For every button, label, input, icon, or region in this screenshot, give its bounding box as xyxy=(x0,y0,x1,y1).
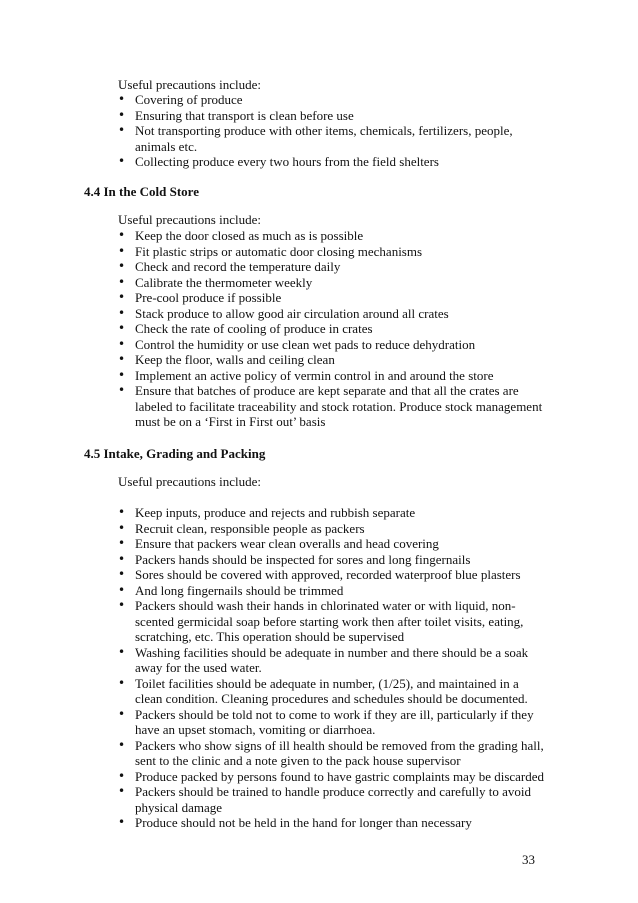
list-item: • Pre-cool produce if possible xyxy=(118,290,548,306)
list-item: • Produce should not be held in the hand for longer than necessary xyxy=(118,815,548,831)
list-item: • Calibrate the thermometer weekly xyxy=(118,275,548,291)
list-item: • Stack produce to allow good air circulation around all crates xyxy=(118,306,548,322)
list-item: • Packers should be trained to handle produce correctly and carefully to avoid physical damage xyxy=(118,784,548,815)
list-item: • Not transporting produce with other items, chemicals, fertilizers, people, animals etc. xyxy=(118,123,548,154)
list-item: • Toilet facilities should be adequate in number, (1/25), and maintained in a clean condition. Cleaning procedures and schedules should be documented. xyxy=(118,676,548,707)
list-item: • Packers hands should be inspected for sores and long fingernails xyxy=(118,552,548,568)
list-item: • Produce packed by persons found to have gastric complaints may be discarded xyxy=(118,769,548,785)
list-item: • Packers should wash their hands in chlorinated water or with liquid, non-scented germicidal soap before starting work then after toilet visits, eating, scratching, etc. This operation should be supervised xyxy=(118,598,548,645)
list-item: • And long fingernails should be trimmed xyxy=(118,583,548,599)
transport-intro: Useful precautions include: xyxy=(118,77,261,92)
list-item: • Check and record the temperature daily xyxy=(118,259,548,275)
list-item: • Ensure that batches of produce are kept separate and that all the crates are labeled to facilitate traceability and stock rotation. Produce stock management must be on a ‘First in First out’ basis xyxy=(118,383,548,430)
list-item: • Control the humidity or use clean wet pads to reduce dehydration xyxy=(118,337,548,353)
cold-store-list xyxy=(118,228,548,430)
section-heading-packing: 4.5 Intake, Grading and Packing xyxy=(84,446,266,461)
list-item: • Implement an active policy of vermin control in and around the store xyxy=(118,368,548,384)
list-item: • Packers who show signs of ill health should be removed from the grading hall, sent to the clinic and a note given to the pack house supervisor xyxy=(118,738,548,769)
list-item: • Keep inputs, produce and rejects and rubbish separate xyxy=(118,505,548,521)
list-item: • Packers should be told not to come to work if they are ill, particularly if they have an upset stomach, vomiting or diarrhoea. xyxy=(118,707,548,738)
list-item: • Recruit clean, responsible people as packers xyxy=(118,521,548,537)
list-item: • Covering of produce xyxy=(118,92,548,108)
transport-list xyxy=(118,92,548,170)
list-item: • Keep the door closed as much as is possible xyxy=(118,228,548,244)
list-item: • Washing facilities should be adequate in number and there should be a soak away for the used water. xyxy=(118,645,548,676)
list-item: • Keep the floor, walls and ceiling clean xyxy=(118,352,548,368)
packing-list xyxy=(118,505,548,831)
list-item: • Sores should be covered with approved, recorded waterproof blue plasters xyxy=(118,567,548,583)
packing-intro: Useful precautions include: xyxy=(118,474,261,489)
list-item: • Fit plastic strips or automatic door closing mechanisms xyxy=(118,244,548,260)
list-item: • Check the rate of cooling of produce in crates xyxy=(118,321,548,337)
cold-store-intro: Useful precautions include: xyxy=(118,212,261,227)
section-heading-cold-store: 4.4 In the Cold Store xyxy=(84,184,199,199)
page-number: 33 xyxy=(522,852,535,867)
list-item: • Collecting produce every two hours from the field shelters xyxy=(118,154,548,170)
list-item: • Ensuring that transport is clean before use xyxy=(118,108,548,124)
list-item: • Ensure that packers wear clean overalls and head covering xyxy=(118,536,548,552)
